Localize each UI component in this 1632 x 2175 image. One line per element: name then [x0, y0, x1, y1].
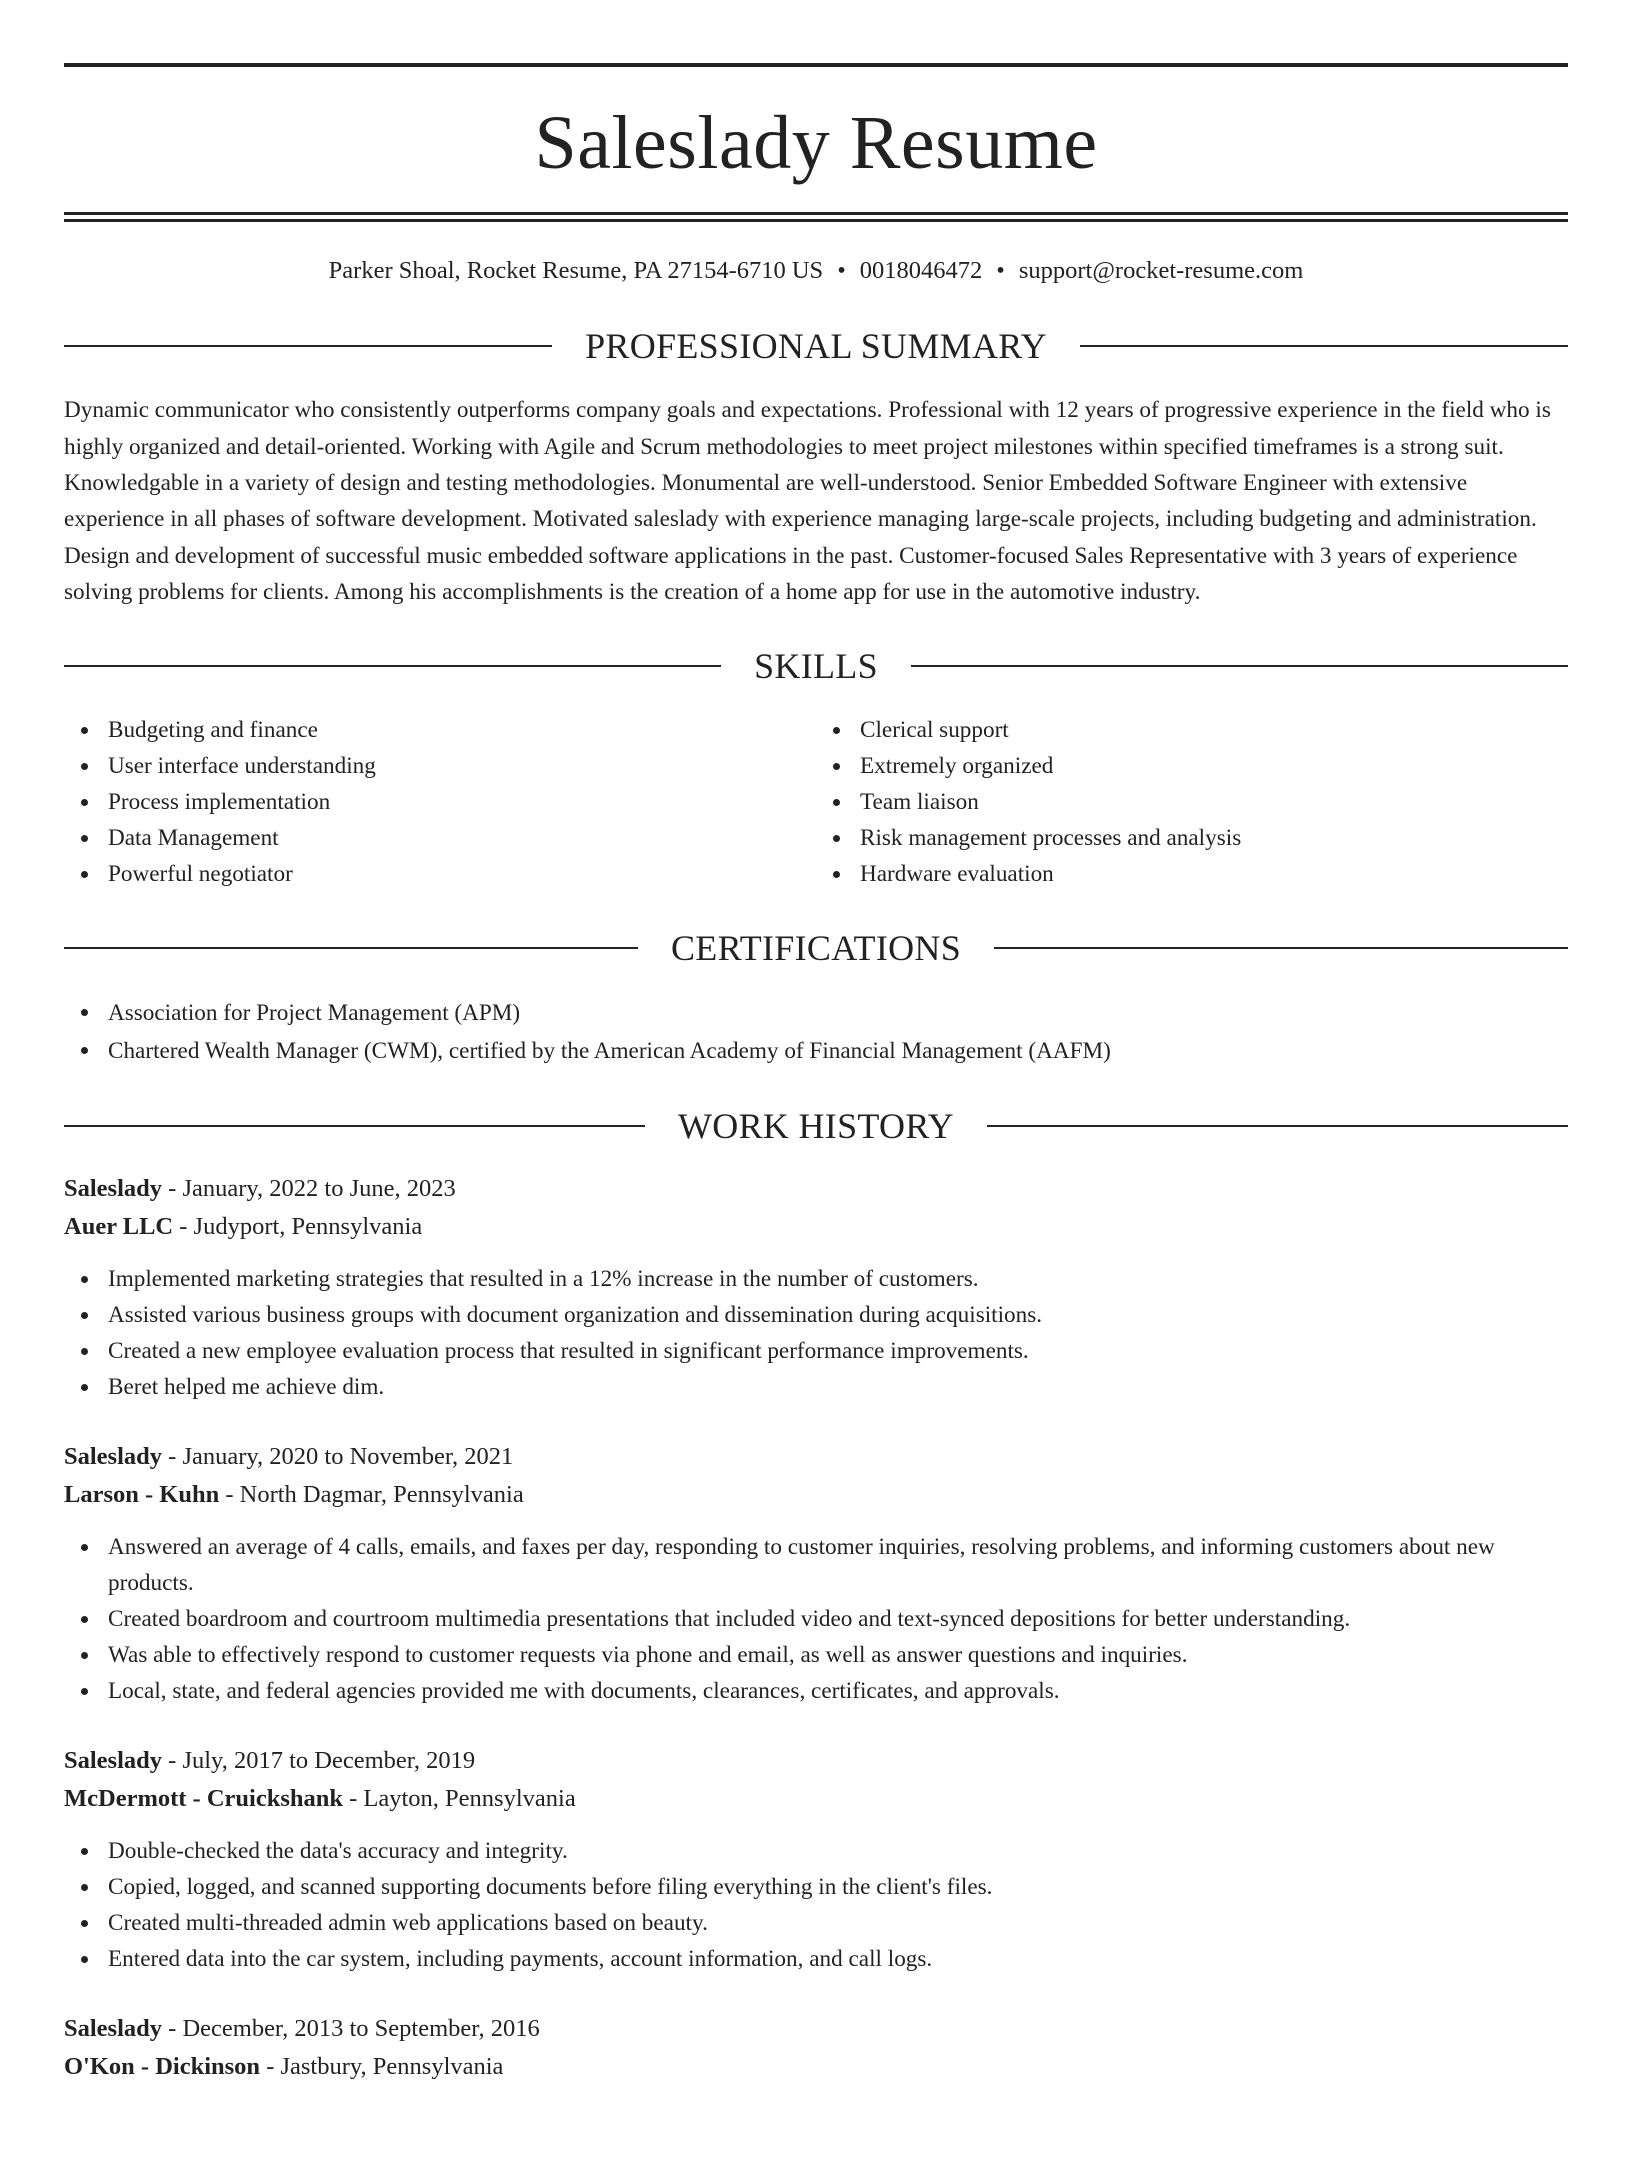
- job-title: Saleslady: [64, 1747, 163, 1775]
- heading-label: SKILLS: [754, 646, 878, 687]
- skill-item: Data Management: [64, 820, 816, 856]
- skill-item: Risk management processes and analysis: [816, 820, 1568, 856]
- job-bullet: Created a new employee evaluation process that resulted in significant performance improvements.: [64, 1333, 1568, 1369]
- job-bullet: Created multi-threaded admin web applications based on beauty.: [64, 1905, 1568, 1941]
- skill-item: Clerical support: [816, 712, 1568, 748]
- job-title-line: [64, 1742, 1568, 1780]
- job-bullet: Assisted various business groups with document organization and dissemination during acquisitions.: [64, 1297, 1568, 1333]
- contact-line: [64, 256, 1568, 285]
- heading-rule: [64, 947, 638, 949]
- job-company: O'Kon - Dickinson: [64, 2053, 261, 2081]
- top-rule: [64, 63, 1568, 67]
- job-title: Saleslady: [64, 1175, 163, 1203]
- skill-item: Process implementation: [64, 784, 816, 820]
- job-location: - Jastbury, Pennsylvania: [260, 2053, 504, 2081]
- skill-item: Team liaison: [816, 784, 1568, 820]
- heading-rule: [64, 665, 721, 667]
- contact-email: support@rocket-resume.com: [1018, 257, 1304, 284]
- job-location: - Layton, Pennsylvania: [343, 1785, 576, 1813]
- section-heading-skills: [64, 646, 1568, 687]
- heading-rule: [64, 1125, 645, 1127]
- skills-list-left: [64, 712, 816, 892]
- section-heading-work-history: [64, 1106, 1568, 1147]
- certification-item: Association for Project Management (APM): [64, 994, 1568, 1032]
- job-bullet: Answered an average of 4 calls, emails, and faxes per day, responding to customer inquiries, resolving problems, and informing customers about new products.: [64, 1529, 1568, 1601]
- job-dates: - January, 2022 to June, 2023: [162, 1175, 456, 1203]
- job-dates: - January, 2020 to November, 2021: [162, 1443, 514, 1471]
- section-heading-summary: [64, 326, 1568, 367]
- heading-rule: [994, 947, 1568, 949]
- contact-phone: 0018046472: [859, 257, 983, 284]
- job-company-line: [64, 1208, 1568, 1246]
- job-title: Saleslady: [64, 1443, 163, 1471]
- job-bullet: Copied, logged, and scanned supporting documents before filing everything in the client's files.: [64, 1869, 1568, 1905]
- heading-label: PROFESSIONAL SUMMARY: [585, 326, 1047, 367]
- job-entry: [64, 1742, 1568, 1977]
- job-dates: - December, 2013 to September, 2016: [162, 2015, 540, 2043]
- skill-item: User interface understanding: [64, 748, 816, 784]
- job-bullets: [64, 1529, 1568, 1709]
- job-bullet: Beret helped me achieve dim.: [64, 1369, 1568, 1405]
- skills-grid: [64, 712, 1568, 892]
- title-double-rule: [64, 212, 1568, 222]
- certifications-list: [64, 994, 1568, 1070]
- job-company: Larson - Kuhn: [64, 1481, 220, 1509]
- job-location: - Judyport, Pennsylvania: [173, 1213, 423, 1241]
- skill-item: Extremely organized: [816, 748, 1568, 784]
- heading-rule: [911, 665, 1568, 667]
- contact-address: Parker Shoal, Rocket Resume, PA 27154-6710 US: [328, 257, 824, 284]
- job-entry: [64, 1170, 1568, 1405]
- job-title-line: [64, 1438, 1568, 1476]
- job-title-line: [64, 2010, 1568, 2048]
- heading-label: CERTIFICATIONS: [670, 928, 962, 969]
- job-bullet: Implemented marketing strategies that resulted in a 12% increase in the number of customers.: [64, 1261, 1568, 1297]
- resume-page: [0, 63, 1632, 2175]
- job-bullets: [64, 1833, 1568, 1977]
- job-company-line: [64, 2048, 1568, 2086]
- contact-separator: •: [996, 257, 1005, 284]
- job-location: - North Dagmar, Pennsylvania: [219, 1481, 524, 1509]
- heading-rule: [1080, 345, 1568, 347]
- job-title-line: [64, 1170, 1568, 1208]
- skill-item: Powerful negotiator: [64, 856, 816, 892]
- heading-rule: [64, 345, 552, 347]
- certification-item: Chartered Wealth Manager (CWM), certified by the American Academy of Financial Management (AAFM): [64, 1032, 1568, 1070]
- job-bullet: Created boardroom and courtroom multimedia presentations that included video and text-synced depositions for better understanding.: [64, 1601, 1568, 1637]
- job-entry: [64, 1438, 1568, 1709]
- job-bullet: Entered data into the car system, including payments, account information, and call logs.: [64, 1941, 1568, 1977]
- skill-item: Hardware evaluation: [816, 856, 1568, 892]
- heading-rule: [987, 1125, 1568, 1127]
- job-company: McDermott - Cruickshank: [64, 1785, 343, 1813]
- summary-text: Dynamic communicator who consistently outperforms company goals and expectations. Professional with 12 years of progressive experience in the field who is highly organized and detail-oriented. Working with Agile and Scrum methodologies to meet project milestones within specified timeframes is a strong suit. Knowledgable in a variety of design and testing methodologies. Monumental are well-understood. Senior Embedded Software Engineer with extensive experience in all phases of software development. Motivated saleslady with experience managing large-scale projects, including budgeting and administration. Design and development of successful music embedded software applications in the past. Customer-focused Sales Representative with 3 years of experience solving problems for clients. Among his accomplishments is the creation of a home app for use in the automotive industry.: [64, 397, 1551, 605]
- heading-label: WORK HISTORY: [678, 1106, 954, 1147]
- job-company-line: [64, 1780, 1568, 1818]
- job-dates: - July, 2017 to December, 2019: [162, 1747, 476, 1775]
- job-title: Saleslady: [64, 2015, 163, 2043]
- job-bullets: [64, 1261, 1568, 1405]
- contact-separator: •: [837, 257, 846, 284]
- job-bullet: Double-checked the data's accuracy and integrity.: [64, 1833, 1568, 1869]
- skills-list-right: [816, 712, 1568, 892]
- job-company: Auer LLC: [64, 1213, 174, 1241]
- job-bullet: Was able to effectively respond to customer requests via phone and email, as well as answer questions and inquiries.: [64, 1637, 1568, 1673]
- job-company-line: [64, 1476, 1568, 1514]
- section-heading-certifications: [64, 928, 1568, 969]
- job-bullet: Local, state, and federal agencies provided me with documents, clearances, certificates, and approvals.: [64, 1673, 1568, 1709]
- resume-title: Saleslady Resume: [534, 101, 1098, 185]
- skill-item: Budgeting and finance: [64, 712, 816, 748]
- job-entry: [64, 2010, 1568, 2086]
